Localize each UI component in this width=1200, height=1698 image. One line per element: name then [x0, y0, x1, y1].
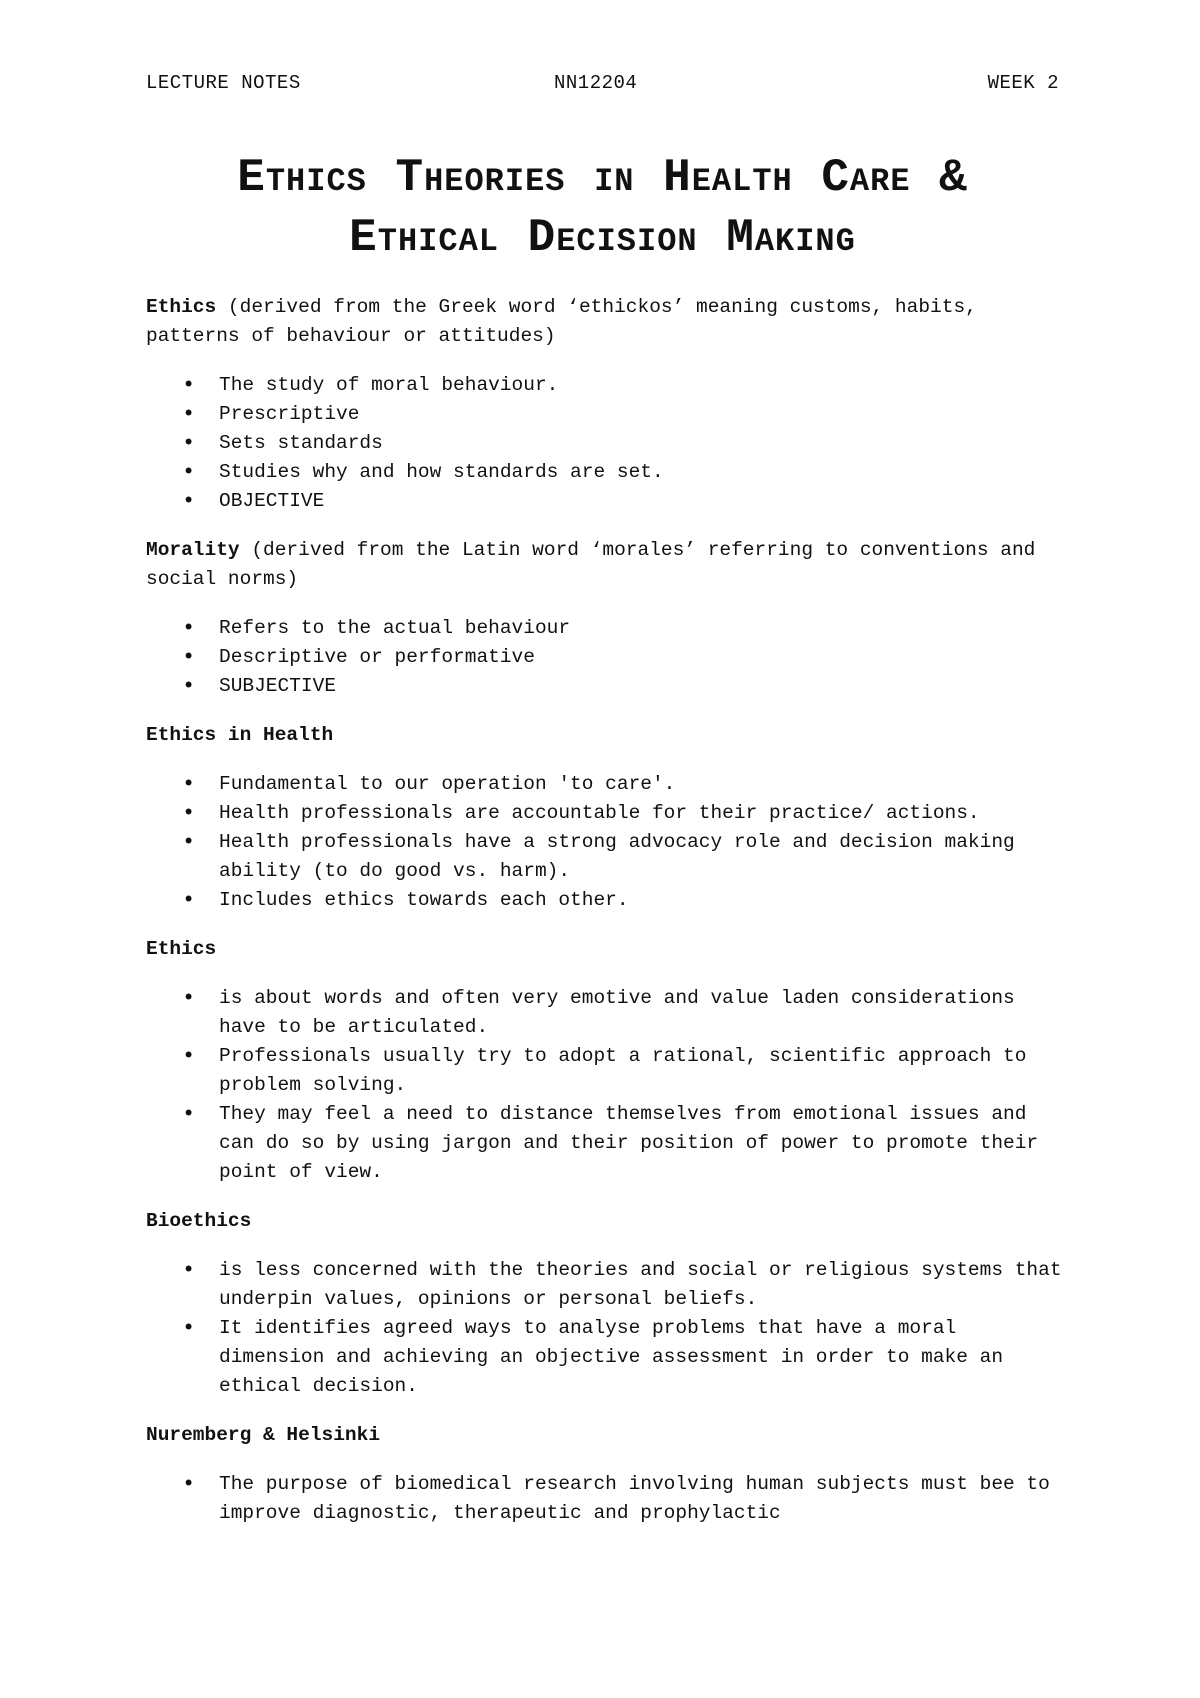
title-line-2: Ethical Decision Making — [349, 212, 856, 264]
list-item: • is less concerned with the theories and social or religious systems that underpin values, opinions or personal beliefs. — [219, 1256, 1066, 1314]
page-header — [146, 72, 1059, 96]
list-item: • The study of moral behaviour. — [219, 371, 1066, 400]
ethics-definition-text: (derived from the Greek word ‘ethickos’ meaning customs, habits, patterns of behaviour or attitudes) — [146, 296, 977, 347]
list-item: • The purpose of biomedical research involving human subjects must bee to improve diagnostic, therapeutic and prophylactic — [219, 1470, 1066, 1528]
morality-definition-text: (derived from the Latin word ‘morales’ referring to conventions and social norms) — [146, 539, 1036, 590]
header-course-type: LECTURE NOTES — [146, 72, 301, 94]
morality-definition — [146, 536, 1066, 594]
bioethics-heading: Bioethics — [146, 1210, 252, 1232]
nuremberg-helsinki-heading: Nuremberg & Helsinki — [146, 1424, 381, 1446]
list-item: • OBJECTIVE — [219, 487, 1066, 516]
ethics-in-health-heading: Ethics in Health — [146, 724, 334, 746]
list-item: • Health professionals are accountable for their practice/ actions. — [219, 799, 1066, 828]
list-item: • Prescriptive — [219, 400, 1066, 429]
list-item: • Fundamental to our operation 'to care'. — [219, 770, 1066, 799]
list-item: • Descriptive or performative — [219, 643, 1066, 672]
document-title — [146, 148, 1059, 268]
ethics-in-health-list — [146, 770, 1066, 915]
header-course-code: NN12204 — [554, 72, 638, 94]
ethics-list — [146, 371, 1066, 516]
title-line-1: Ethics Theories in Health Care & — [237, 152, 968, 204]
list-item: • They may feel a need to distance themselves from emotional issues and can do so by using jargon and their position of power to promote their point of view. — [219, 1100, 1066, 1187]
ethics-term: Ethics — [146, 296, 217, 318]
ethics-heading: Ethics — [146, 938, 217, 960]
list-item: • is about words and often very emotive and value laden considerations have to be articulated. — [219, 984, 1066, 1042]
morality-list — [146, 614, 1066, 701]
bioethics-list — [146, 1256, 1066, 1401]
ethics-definition — [146, 293, 1066, 351]
list-item: • Studies why and how standards are set. — [219, 458, 1066, 487]
list-item: • It identifies agreed ways to analyse problems that have a moral dimension and achieving an objective assessment in order to make an ethical decision. — [219, 1314, 1066, 1401]
list-item: • Sets standards — [219, 429, 1066, 458]
ethics-notes-list — [146, 984, 1066, 1187]
document-body — [146, 293, 1066, 1548]
nuremberg-helsinki-list — [146, 1470, 1066, 1528]
list-item: • Refers to the actual behaviour — [219, 614, 1066, 643]
list-item: • SUBJECTIVE — [219, 672, 1066, 701]
list-item: • Includes ethics towards each other. — [219, 886, 1066, 915]
header-week: WEEK 2 — [987, 72, 1059, 94]
list-item: • Health professionals have a strong advocacy role and decision making ability (to do good vs. harm). — [219, 828, 1066, 886]
morality-term: Morality — [146, 539, 240, 561]
list-item: • Professionals usually try to adopt a rational, scientific approach to problem solving. — [219, 1042, 1066, 1100]
